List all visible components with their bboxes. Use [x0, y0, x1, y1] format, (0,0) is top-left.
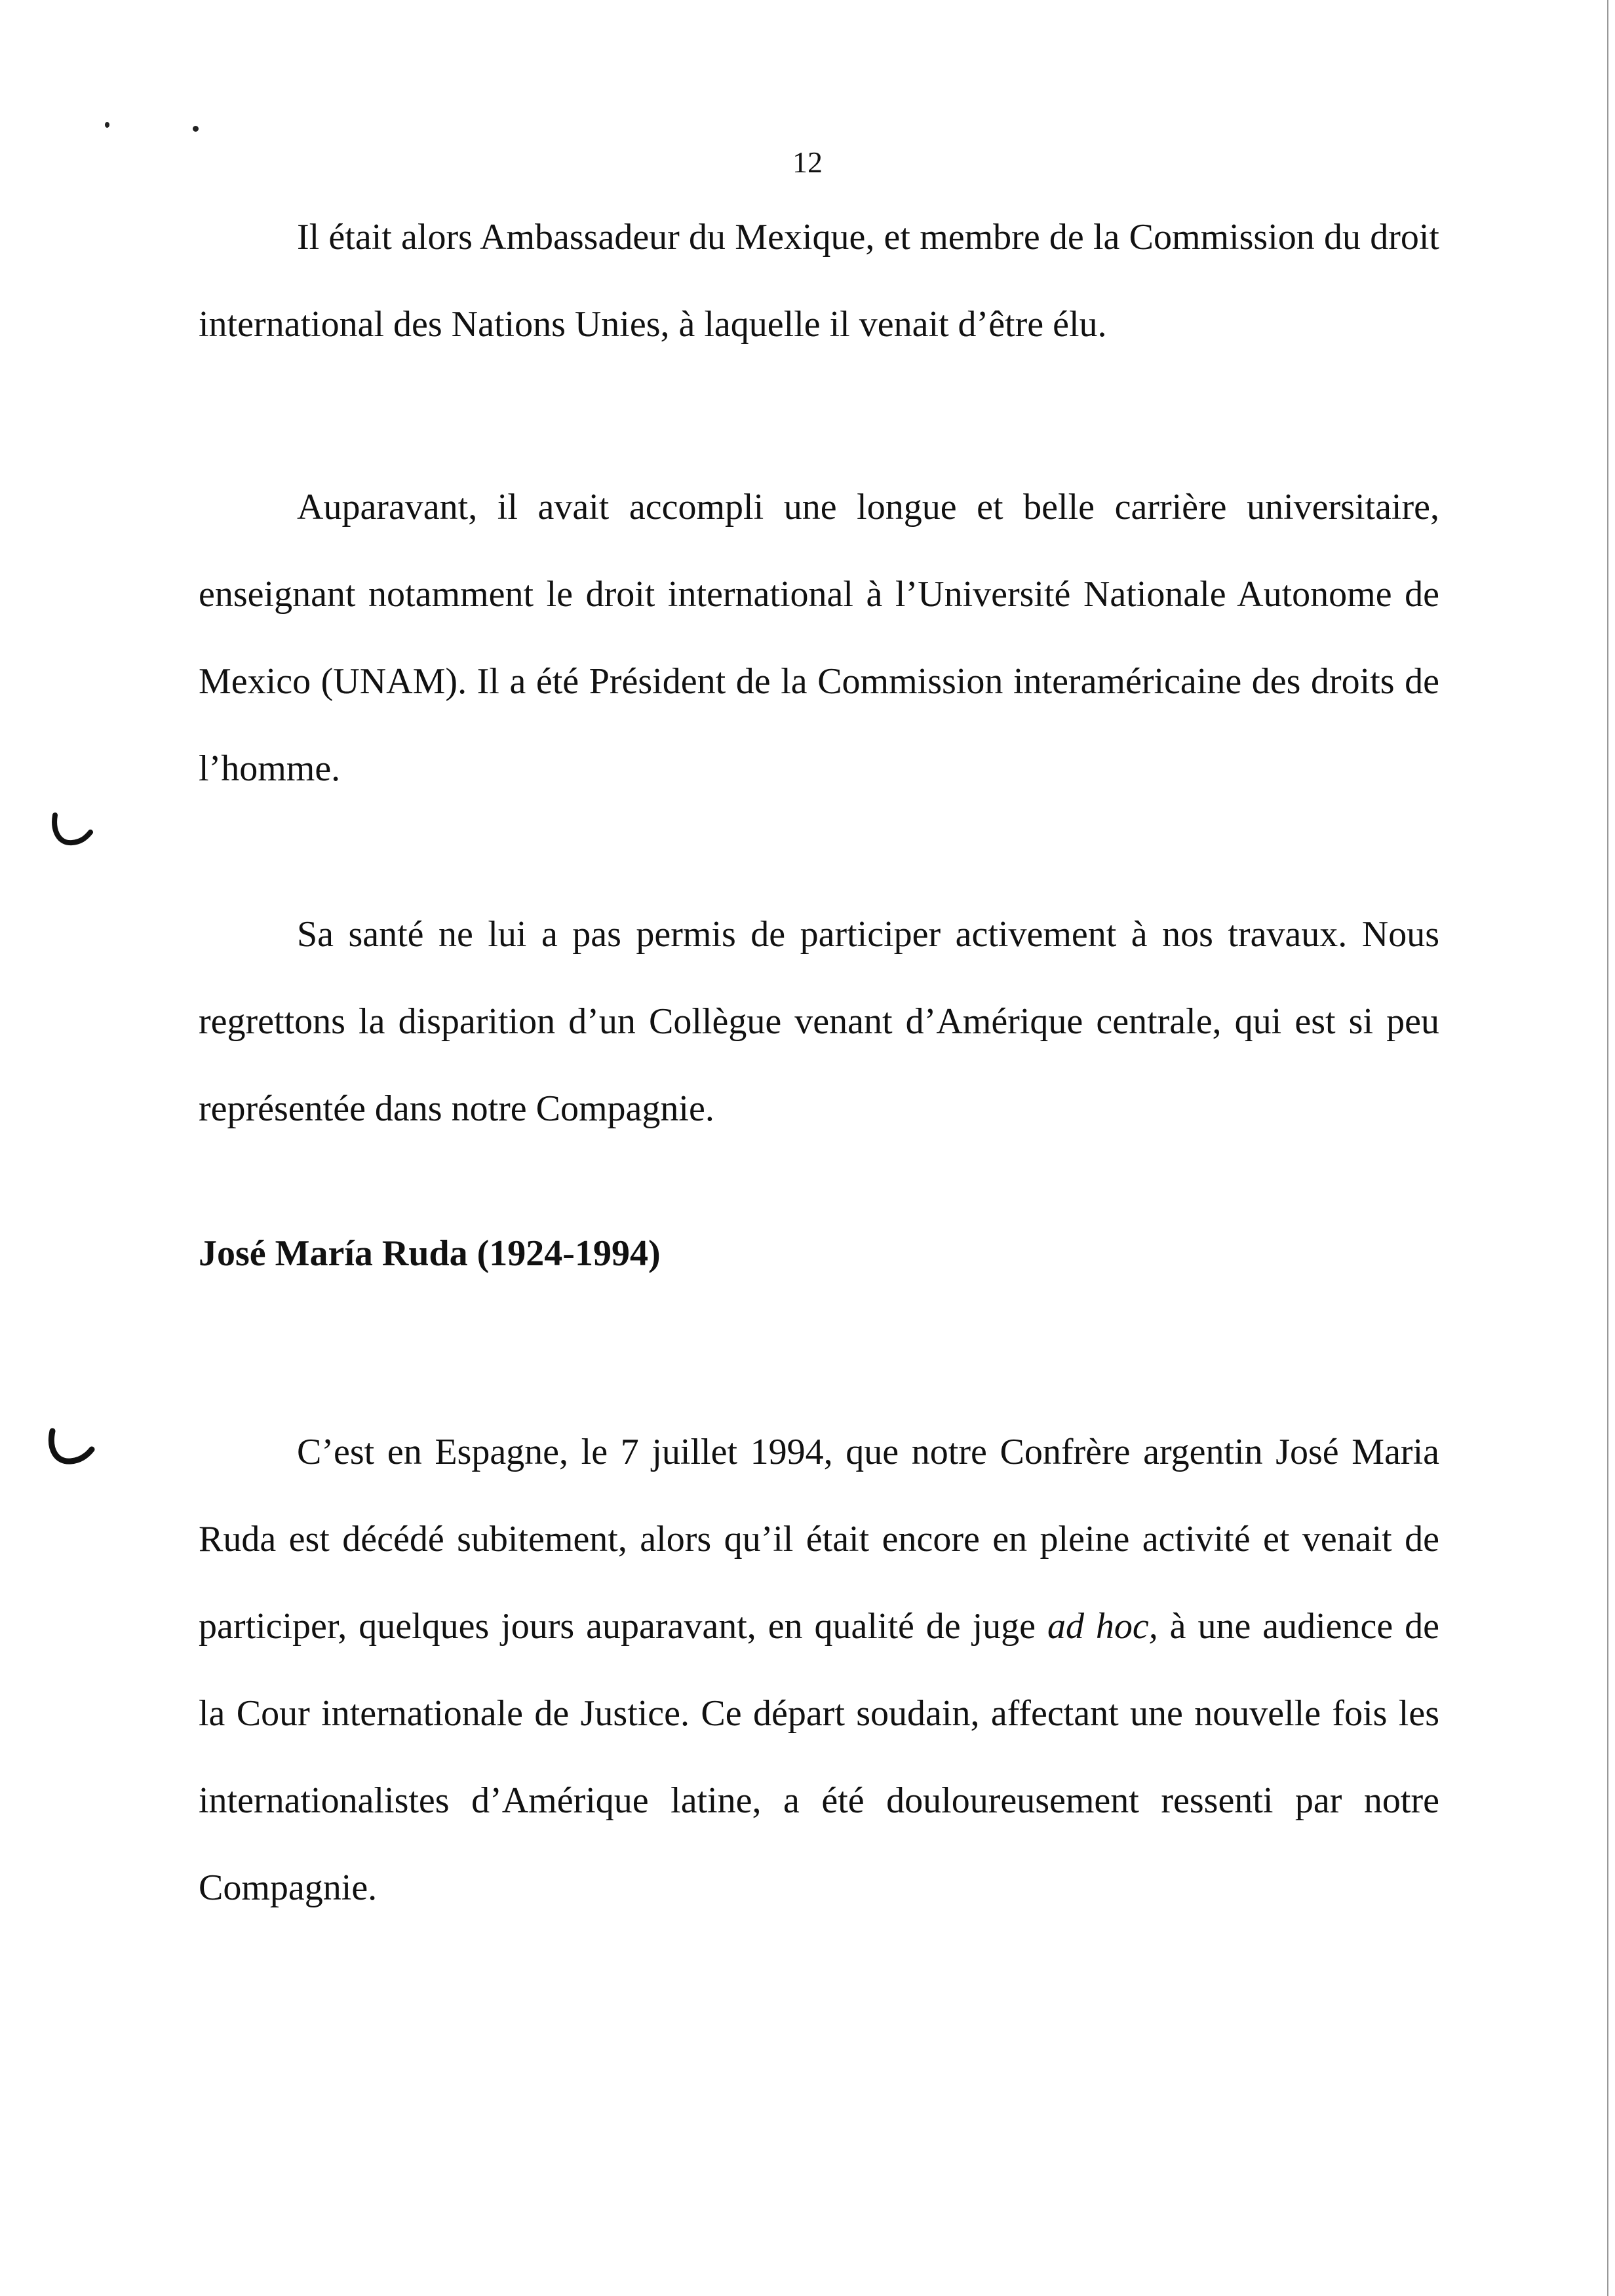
- paragraph-3: Sa santé ne lui a pas permis de participer activement à nos travaux. Nous regrettons la disparition d’un Collègue venant d’Amérique centrale, qui est si peu représentée dans notre Compagnie.: [199, 914, 1439, 1129]
- scan-speck: [105, 122, 109, 128]
- paragraph-4-text-start: C’est en Espagne, le 7 juillet 1994, que notre Confrère argentin José Maria Ruda est décédé subitement, alors qu’il était encore en pleine activité et venait de participer, quelques jours auparavant, en qualité de juge: [199, 1432, 1439, 1647]
- section-heading: José María Ruda (1924-1994): [199, 1233, 661, 1274]
- paragraph-2: Auparavant, il avait accompli une longue et belle carrière universitaire, enseignant notamment le droit international à l’Université Nationale Autonome de Mexico (UNAM). Il a été Président de la Commission interaméricaine des droits de l’homme.: [199, 487, 1439, 789]
- handwritten-check-mark-icon: [46, 1427, 97, 1469]
- handwritten-check-mark-icon: [50, 811, 96, 851]
- paragraph-4-text-end: à une audience de la Cour internationale de Justice. Ce départ soudain, affectant une nouvelle fois les internationalistes d’Amérique latine, a été douloureusement ressenti par notre Compagnie.: [199, 1606, 1440, 1908]
- paragraph-1: Il était alors Ambassadeur du Mexique, et membre de la Commission du droit international des Nations Unies, à laquelle il venait d’être élu.: [199, 217, 1439, 345]
- scan-speck: [193, 126, 199, 132]
- scan-edge-line: [1607, 0, 1608, 2296]
- paragraph-4-italic: ad hoc,: [1047, 1606, 1158, 1647]
- page-number: 12: [792, 145, 823, 179]
- paragraph-4: [199, 1409, 1439, 1932]
